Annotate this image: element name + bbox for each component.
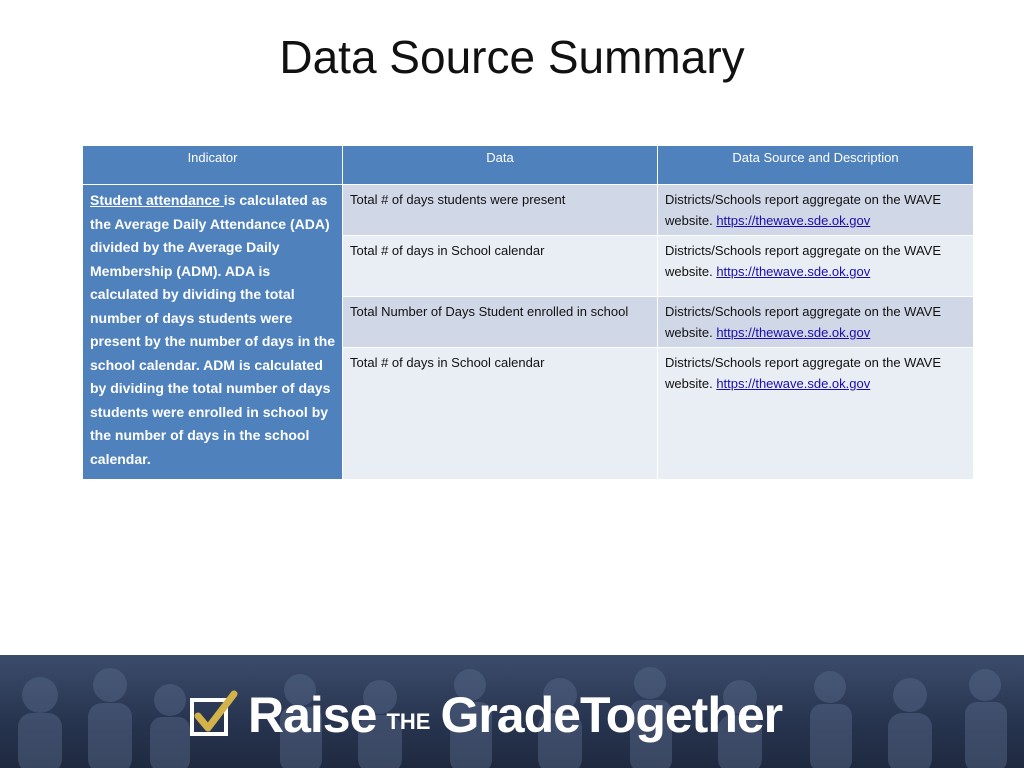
- data-cell: Total # of days in School calendar: [343, 348, 658, 480]
- data-source-table: [82, 145, 974, 480]
- wave-link[interactable]: https://thewave.sde.ok.gov: [716, 325, 871, 340]
- source-text: Districts/Schools report aggregate on the WAVE website.: [665, 304, 942, 340]
- wave-link[interactable]: https://thewave.sde.ok.gov: [716, 376, 871, 391]
- checkbox-icon: [188, 690, 238, 740]
- source-cell: [658, 236, 974, 297]
- slide-title: Data Source Summary: [279, 31, 745, 83]
- data-cell: Total # of days in School calendar: [343, 236, 658, 297]
- footer-banner: [0, 655, 1024, 768]
- wave-link[interactable]: https://thewave.sde.ok.gov: [716, 213, 871, 228]
- header-indicator: Indicator: [83, 146, 343, 185]
- data-cell: Total Number of Days Student enrolled in school: [343, 297, 658, 348]
- logo-grade: Grade: [440, 687, 580, 743]
- indicator-cell: [83, 185, 343, 480]
- source-text: Districts/Schools report aggregate on the WAVE website.: [665, 243, 942, 279]
- header-data: Data: [343, 146, 658, 185]
- table-header-row: [83, 146, 974, 185]
- logo-raise: Raise: [248, 687, 377, 743]
- source-cell: [658, 348, 974, 480]
- source-cell: [658, 297, 974, 348]
- data-cell: Total # of days students were present: [343, 185, 658, 236]
- source-cell: [658, 185, 974, 236]
- logo-together: Together: [579, 687, 783, 743]
- raise-the-grade-logo: [188, 685, 782, 745]
- indicator-link[interactable]: Student attendance: [90, 192, 224, 208]
- source-text: Districts/Schools report aggregate on the WAVE website.: [665, 355, 942, 391]
- wave-link[interactable]: https://thewave.sde.ok.gov: [716, 264, 871, 279]
- source-text: Districts/Schools report aggregate on the WAVE website.: [665, 192, 942, 228]
- logo-the: THE: [386, 709, 431, 734]
- table-row: [83, 185, 974, 236]
- indicator-description: is calculated as the Average Daily Attendance (ADA) divided by the Average Daily Membership (ADM). ADA is calculated by dividing the total number of days students were present by the number of days in the school calendar. ADM is calculated by dividing the total number of days students were enrolled in school by the number of days in the school calendar.: [90, 192, 336, 467]
- header-data-source: Data Source and Description: [658, 146, 974, 185]
